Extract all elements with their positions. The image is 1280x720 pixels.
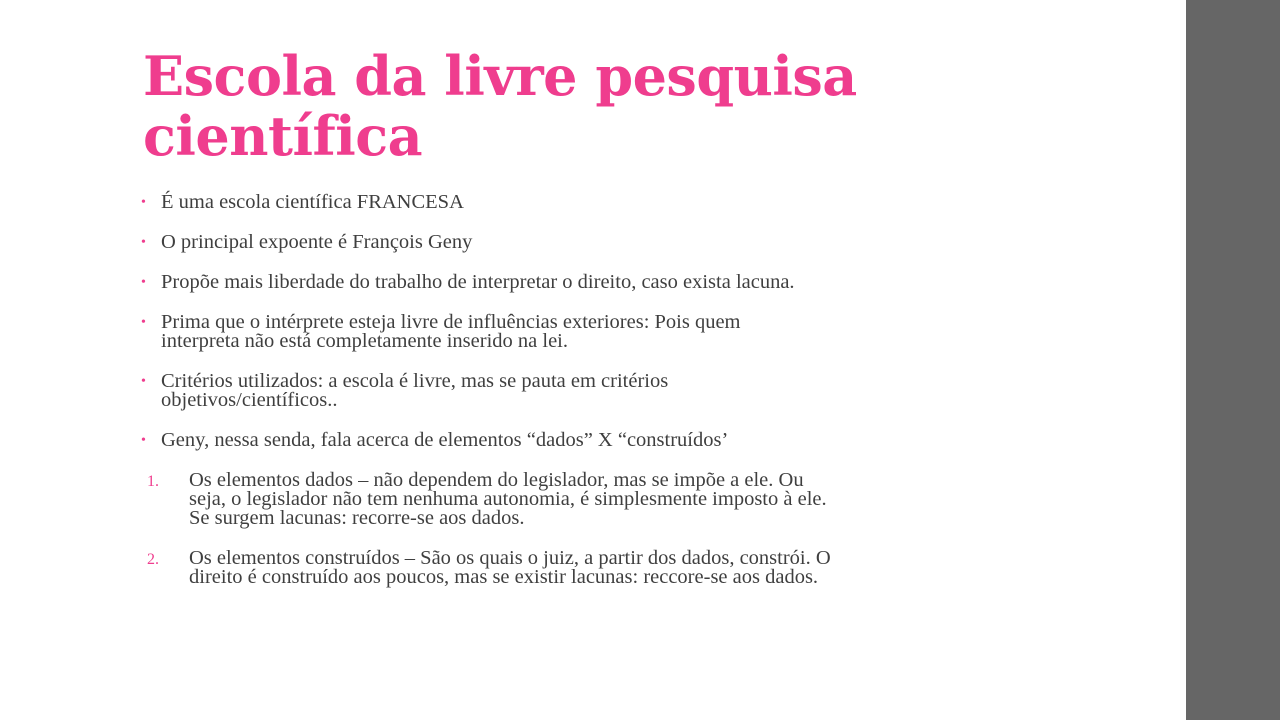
slide-content (141, 193, 1041, 608)
bullet-marker: • (141, 235, 146, 250)
numbered-text: Os elementos dados – não dependem do legislador, mas se impõe a ele. Ou (189, 469, 804, 491)
bullet-item (141, 193, 1041, 212)
numbered-text: Os elementos construídos – São os quais o juiz, a partir dos dados, constrói. O (189, 547, 831, 569)
bullet-marker: • (141, 195, 146, 210)
numbered-text: seja, o legislador não tem nenhuma autonomia, é simplesmente imposto à ele. (189, 488, 827, 510)
bullet-item (141, 233, 1041, 252)
bullet-text: Propõe mais liberdade do trabalho de interpretar o direito, caso exista lacuna. (161, 271, 795, 293)
bullet-item (141, 273, 1041, 292)
bullet-marker: • (141, 275, 146, 290)
bullet-text: interpreta não está completamente inserido na lei. (161, 330, 568, 352)
list-number: 1. (147, 473, 159, 490)
bullet-text: Critérios utilizados: a escola é livre, mas se pauta em critérios (161, 370, 669, 392)
bullet-marker: • (141, 433, 146, 448)
numbered-text: direito é construído aos poucos, mas se existir lacunas: reccore-se aos dados. (189, 566, 819, 588)
side-accent-bar (1186, 0, 1280, 720)
bullet-item (141, 372, 1041, 410)
numbered-item (141, 549, 1041, 587)
bullet-item (141, 313, 1041, 351)
bullet-text: Prima que o intérprete esteja livre de influências exteriores: Pois quem (161, 311, 741, 333)
bullet-text: É uma escola científica FRANCESA (161, 191, 464, 213)
bullet-item (141, 431, 1041, 450)
bullet-text: O principal expoente é François Geny (161, 231, 473, 253)
bullet-marker: • (141, 315, 146, 330)
list-number: 2. (147, 551, 159, 568)
bullet-marker: • (141, 374, 146, 389)
numbered-text: Se surgem lacunas: recorre-se aos dados. (189, 507, 525, 529)
numbered-item (141, 471, 1041, 528)
bullet-text: objetivos/científicos.. (161, 389, 338, 411)
bullet-text: Geny, nessa senda, fala acerca de elementos “dados” X “construídos’ (161, 429, 729, 451)
slide-title: Escola da livre pesquisa científica (143, 44, 857, 168)
